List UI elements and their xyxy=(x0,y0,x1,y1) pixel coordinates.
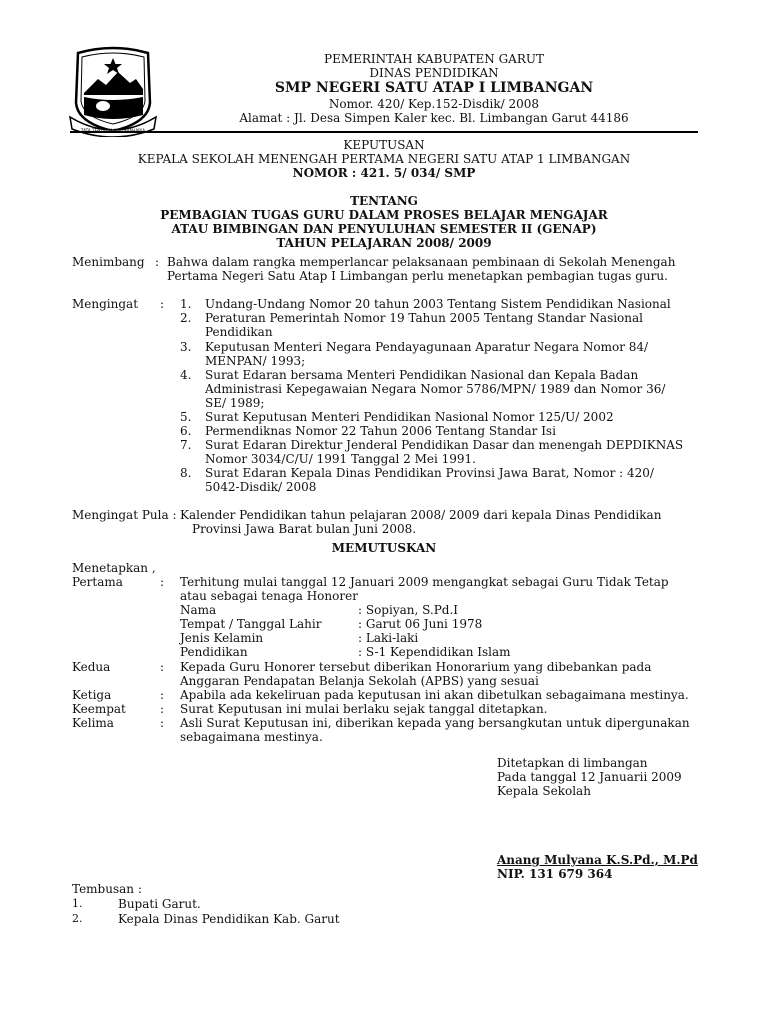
tembusan-item-text: Bupati Garut. xyxy=(118,897,201,911)
field-label: Tempat / Tanggal Lahir xyxy=(180,617,322,631)
mengingat-item-num: 1. xyxy=(180,297,192,311)
memutuskan-heading: MEMUTUSKAN xyxy=(331,541,437,555)
header-line-2: DINAS PENDIDIKAN xyxy=(369,66,499,80)
title-nomor: NOMOR : 421. 5/ 034/ SMP xyxy=(292,166,476,180)
kelima-colon: : xyxy=(160,716,165,730)
title-kepala: KEPALA SEKOLAH MENENGAH PERTAMA NEGERI SATU ATAP 1 LIMBANGAN xyxy=(137,152,631,166)
mengingat-pula-label: Mengingat Pula : xyxy=(72,508,177,522)
field-label: Pendidikan xyxy=(180,645,248,659)
title-tentang: TENTANG xyxy=(350,194,418,208)
pertama-line-2: atau sebagai tenaga Honorer xyxy=(180,589,358,603)
mengingat-item-text: 5042-Disdik/ 2008 xyxy=(205,480,317,494)
mengingat-item-text: Undang-Undang Nomor 20 tahun 2003 Tentang Sistem Pendidikan Nasional xyxy=(205,297,671,311)
signatory-nip: NIP. 131 679 364 xyxy=(497,867,613,881)
mengingat-pula-line-1: Kalender Pendidikan tahun pelajaran 2008/ 2009 dari kepala Dinas Pendidikan xyxy=(180,508,662,522)
pertama-label: Pertama xyxy=(72,575,123,589)
mengingat-item-text: Administrasi Kepegawaian Negara Nomor 5786/MPN/ 1989 dan Nomor 36/ xyxy=(205,382,666,396)
mengingat-item-text: MENPAN/ 1993; xyxy=(205,354,306,368)
field-value: : Garut 06 Juni 1978 xyxy=(358,617,483,631)
mengingat-item-num: 8. xyxy=(180,466,192,480)
field-label: Nama xyxy=(180,603,217,617)
mengingat-item-num: 5. xyxy=(180,410,192,424)
ketiga-label: Ketiga xyxy=(72,688,112,702)
keempat-colon: : xyxy=(160,702,165,716)
mengingat-item-text: SE/ 1989; xyxy=(205,396,265,410)
mengingat-item-text: Surat Edaran Kepala Dinas Pendidikan Provinsi Jawa Barat, Nomor : 420/ xyxy=(205,466,654,480)
ketiga-line-1: Apabila ada kekeliruan pada keputusan ini akan dibetulkan sebagaimana mestinya. xyxy=(180,688,689,702)
mengingat-item-num: 2. xyxy=(180,311,192,325)
kedua-label: Kedua xyxy=(72,660,111,674)
signature-title: Kepala Sekolah xyxy=(497,784,591,798)
mengingat-item-text: Nomor 3034/C/U/ 1991 Tanggal 2 Mei 1991. xyxy=(205,452,476,466)
keempat-label: Keempat xyxy=(72,702,126,716)
kelima-label: Kelima xyxy=(72,716,114,730)
mengingat-item-num: 6. xyxy=(180,424,192,438)
header-nomor: Nomor. 420/ Kep.152-Disdik/ 2008 xyxy=(328,97,540,111)
title-sub-3: TAHUN PELAJARAN 2008/ 2009 xyxy=(276,236,492,250)
menimbang-line-1: Bahwa dalam rangka memperlancar pelaksanaan pembinaan di Sekolah Menengah xyxy=(167,255,676,269)
mengingat-pula-line-2: Provinsi Jawa Barat bulan Juni 2008. xyxy=(192,522,417,536)
title-sub-2: ATAU BIMBINGAN DAN PENYULUHAN SEMESTER II (GENAP) xyxy=(171,222,597,236)
header-line-1: PEMERINTAH KABUPATEN GARUT xyxy=(324,52,544,66)
pertama-colon: : xyxy=(160,575,165,589)
menimbang-label: Menimbang xyxy=(72,255,145,269)
mengingat-item-text: Peraturan Pemerintah Nomor 19 Tahun 2005 Tentang Standar Nasional xyxy=(205,311,644,325)
kedua-line-1: Kepada Guru Honorer tersebut diberikan Honorarium yang dibebankan pada xyxy=(180,660,652,674)
menimbang-colon: : xyxy=(155,255,160,269)
field-label: Jenis Kelamin xyxy=(180,631,264,645)
signature-date: Pada tanggal 12 Januarii 2009 xyxy=(497,770,682,784)
mengingat-item-text: Surat Edaran bersama Menteri Pendidikan Nasional dan Kepala Badan xyxy=(205,368,639,382)
field-value: : Laki-laki xyxy=(358,631,419,645)
title-sub-1: PEMBAGIAN TUGAS GURU DALAM PROSES BELAJAR MENGAJAR xyxy=(160,208,608,222)
signature-place: Ditetapkan di limbangan xyxy=(497,756,648,770)
kedua-line-2: Anggaran Pendapatan Belanja Sekolah (APBS) yang sesuai xyxy=(180,674,539,688)
garut-regency-emblem-logo xyxy=(68,45,158,137)
tembusan-label: Tembusan : xyxy=(72,882,142,896)
ketiga-colon: : xyxy=(160,688,165,702)
signatory-name: Anang Mulyana K.S.Pd., M.Pd xyxy=(497,853,698,867)
mengingat-item-num: 4. xyxy=(180,368,192,382)
mengingat-item-text: Pendidikan xyxy=(205,325,273,339)
kelima-line-1: Asli Surat Keputusan ini, diberikan kepada yang bersangkutan untuk dipergunakan xyxy=(180,716,690,730)
header-address: Alamat : Jl. Desa Simpen Kaler kec. Bl. Limbangan Garut 44186 xyxy=(239,111,629,125)
tembusan-item-num: 2. xyxy=(72,912,83,925)
title-keputusan: KEPUTUSAN xyxy=(343,138,425,152)
mengingat-item-text: Permendiknas Nomor 22 Tahun 2006 Tentang Standar Isi xyxy=(205,424,556,438)
tembusan-item-num: 1. xyxy=(72,897,83,910)
menimbang-line-2: Pertama Negeri Satu Atap I Limbangan perlu menetapkan pembagian tugas guru. xyxy=(167,269,668,283)
mengingat-item-text: Keputusan Menteri Negara Pendayagunaan Aparatur Negara Nomor 84/ xyxy=(205,340,649,354)
pertama-line-1: Terhitung mulai tanggal 12 Januari 2009 mengangkat sebagai Guru Tidak Tetap xyxy=(180,575,669,589)
kelima-line-2: sebagaimana mestinya. xyxy=(180,730,323,744)
menetapkan-label: Menetapkan , xyxy=(72,561,156,575)
mengingat-item-num: 3. xyxy=(180,340,192,354)
field-value: : Sopiyan, S.Pd.I xyxy=(358,603,459,617)
mengingat-colon: : xyxy=(160,297,165,311)
header-divider xyxy=(70,131,698,133)
mengingat-item-num: 7. xyxy=(180,438,192,452)
mengingat-item-text: Surat Edaran Direktur Jenderal Pendidikan Dasar dan menengah DEPDIKNAS xyxy=(205,438,684,452)
kedua-colon: : xyxy=(160,660,165,674)
keempat-line-1: Surat Keputusan ini mulai berlaku sejak tanggal ditetapkan. xyxy=(180,702,548,716)
mengingat-label: Mengingat xyxy=(72,297,139,311)
mengingat-item-text: Surat Keputusan Menteri Pendidikan Nasional Nomor 125/U/ 2002 xyxy=(205,410,614,424)
school-name: SMP NEGERI SATU ATAP I LIMBANGAN xyxy=(274,80,594,96)
field-value: : S-1 Kependidikan Islam xyxy=(358,645,511,659)
tembusan-item-text: Kepala Dinas Pendidikan Kab. Garut xyxy=(118,912,340,926)
